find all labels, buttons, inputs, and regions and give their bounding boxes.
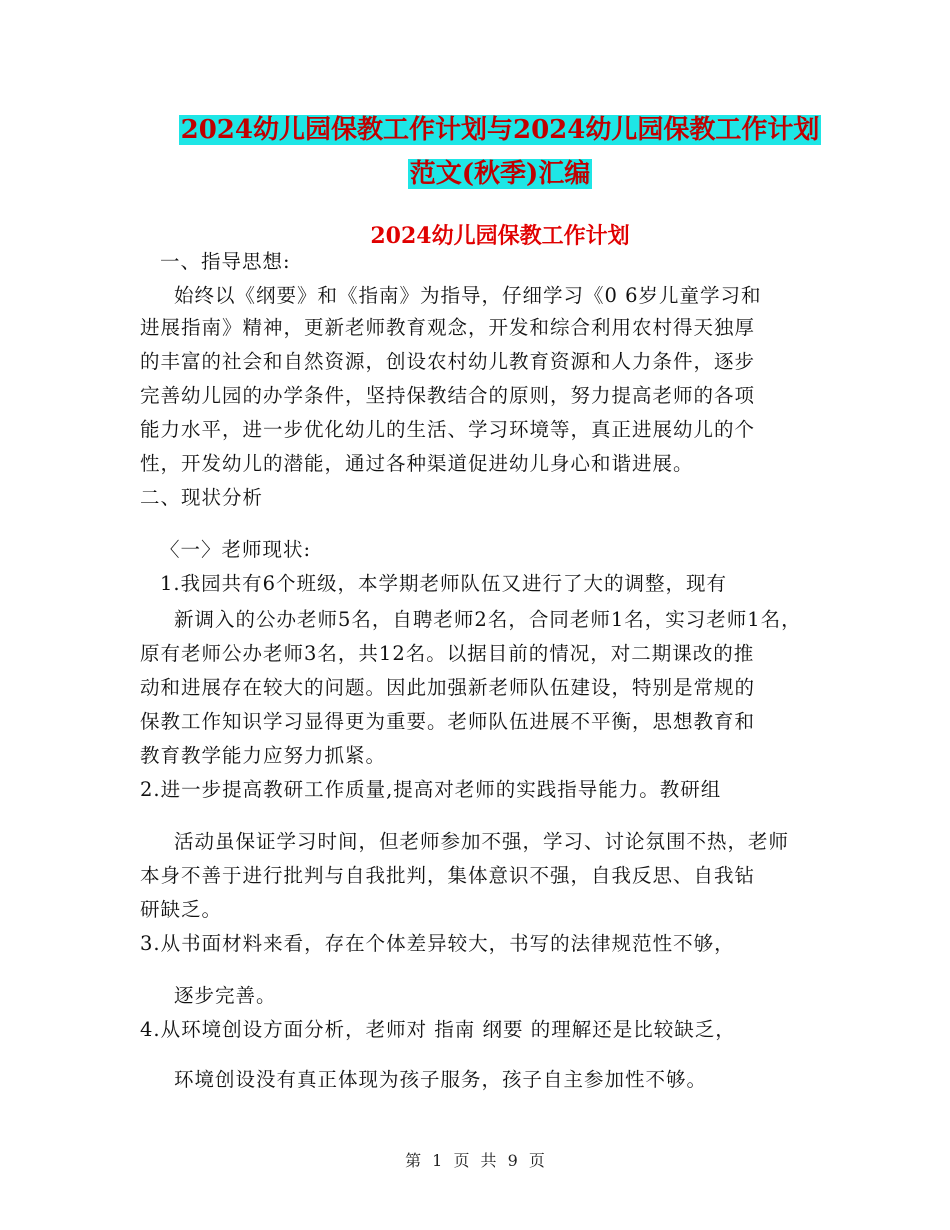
paragraph-line: 环境创设没有真正体现为孩子服务，孩子自主参加性不够。: [174, 1068, 708, 1091]
paragraph-line: 的丰富的社会和自然资源，创设农村幼儿教育资源和人力条件，逐步: [140, 350, 756, 373]
paragraph-line: 保教工作知识学习显得更为重要。老师队伍进展不平衡，思想教育和: [140, 710, 756, 733]
paragraph-line: 性，开发幼儿的潜能，通过各种渠道促进幼儿身心和谐进展。: [140, 452, 694, 475]
paragraph-line: 原有老师公办老师3名，共12名。以据目前的情况，对二期课改的推: [140, 642, 755, 665]
paragraph-line: 进展指南》精神，更新老师教育观念，开发和综合利用农村得天独厚: [140, 316, 756, 339]
page-number-footer: 第 1 页 共 9 页: [405, 1151, 545, 1170]
paragraph-line: 本身不善于进行批判与自我批判，集体意识不强，自我反思、自我钻: [140, 864, 756, 887]
paragraph-line: 能力水平，进一步优化幼儿的生活、学习环境等，真正进展幼儿的个: [140, 418, 756, 441]
paragraph-line: 始终以《纲要》和《指南》为指导，仔细学习《0 6岁儿童学习和: [174, 284, 762, 307]
heading-guiding-thought: 一、指导思想:: [160, 250, 291, 273]
section-title: 2024幼儿园保教工作计划: [370, 223, 630, 249]
paragraph-line: 教育教学能力应努力抓紧。: [140, 744, 387, 767]
paragraph-line: 研缺乏。: [140, 898, 223, 921]
document-title-line-2: [120, 152, 880, 196]
document-title-text-2: 范文(秋季)汇编: [409, 159, 591, 189]
subheading-teacher-status: 1.我园共有6个班级，本学期老师队伍又进行了大的调整，现有: [160, 572, 728, 595]
paragraph-line: 4.从环境创设方面分析，老师对 指南 纲要 的理解还是比较缺乏，: [140, 1018, 736, 1041]
paragraph-line: 活动虽保证学习时间，但老师参加不强，学习、讨论氛围不热，老师: [174, 830, 790, 853]
paragraph-line: 二、现状分析: [140, 486, 264, 509]
paragraph-line: 2.进一步提高教研工作质量,提高对老师的实践指导能力。教研组: [140, 778, 722, 801]
heading-status-analysis: 〈一〉老师现状:: [160, 538, 312, 561]
paragraph-line: 逐步完善。: [174, 984, 277, 1007]
paragraph-line: 3.从书面材料来看，存在个体差异较大，书写的法律规范性不够，: [140, 932, 735, 955]
paragraph-line: 完善幼儿园的办学条件，坚持保教结合的原则，努力提高老师的各项: [140, 384, 756, 407]
document-title-line-1: [120, 108, 880, 152]
paragraph-line: 动和进展存在较大的问题。因此加强新老师队伍建设，特别是常规的: [140, 676, 756, 699]
paragraph-line: 新调入的公办老师5名，自聘老师2名，合同老师1名，实习老师1名，: [174, 608, 802, 631]
document-title-text-1: 2024幼儿园保教工作计划与2024幼儿园保教工作计划: [180, 115, 820, 145]
